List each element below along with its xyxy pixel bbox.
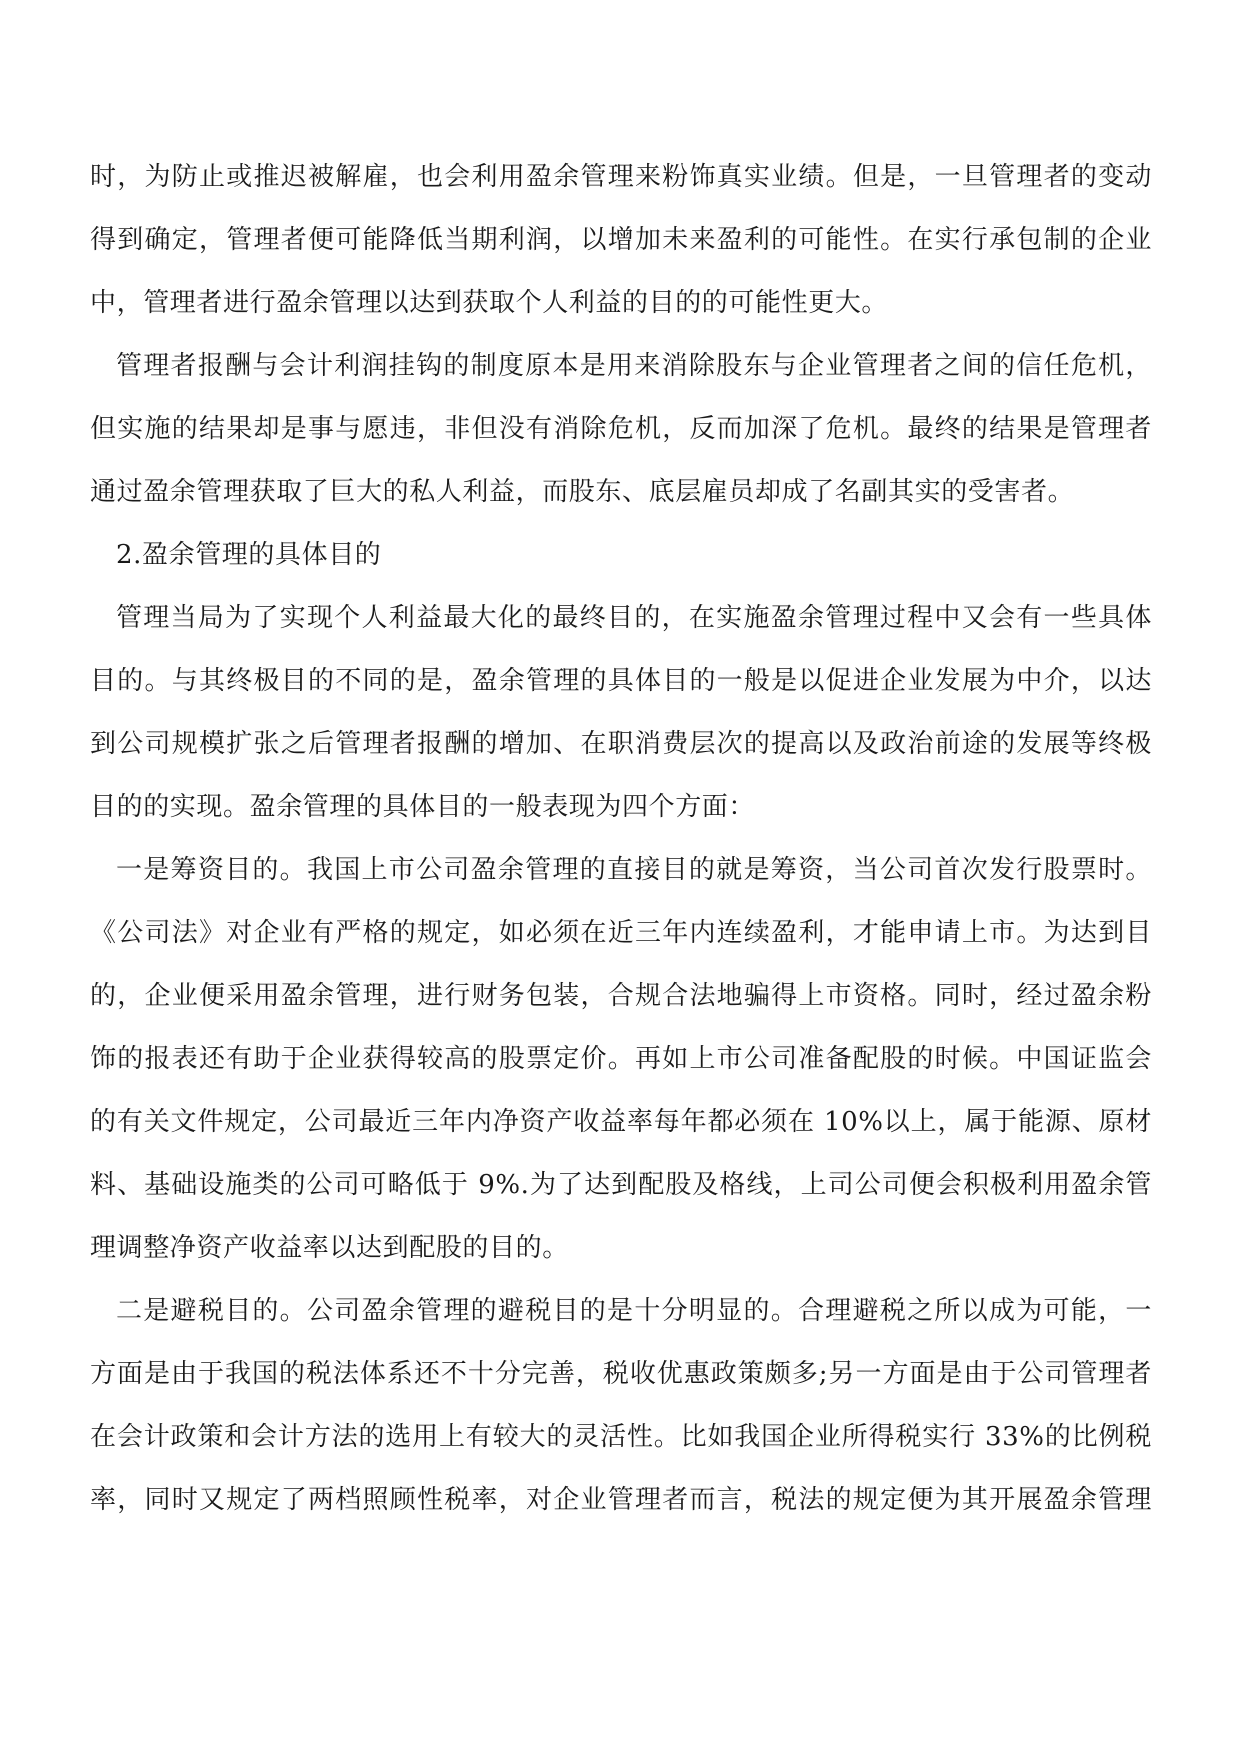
text-line: 到公司规模扩张之后管理者报酬的增加、在职消费层次的提高以及政治前途的发展等终极 xyxy=(90,729,1152,759)
paragraph-5 xyxy=(90,839,1152,1280)
text-line: 的，企业便采用盈余管理，进行财务包装，合规合法地骗得上市资格。同时，经过盈余粉 xyxy=(90,981,1152,1011)
text-line: 管理当局为了实现个人利益最大化的最终目的，在实施盈余管理过程中又会有一些具体 xyxy=(116,603,1152,633)
text-line: 《公司法》对企业有严格的规定，如必须在近三年内连续盈利，才能申请上市。为达到目 xyxy=(90,918,1152,948)
text-line: 在会计政策和会计方法的选用上有较大的灵活性。比如我国企业所得税实行 33%的比例税 xyxy=(90,1422,1152,1452)
text-line: 二是避税目的。公司盈余管理的避税目的是十分明显的。合理避税之所以成为可能，一 xyxy=(116,1296,1152,1326)
text-line: 理调整净资产收益率以达到配股的目的。 xyxy=(90,1233,569,1263)
text-line: 通过盈余管理获取了巨大的私人利益，而股东、底层雇员却成了名副其实的受害者。 xyxy=(90,477,1075,507)
text-line: 得到确定，管理者便可能降低当期利润，以增加未来盈利的可能性。在实行承包制的企业 xyxy=(90,225,1152,255)
text-line: 目的的实现。盈余管理的具体目的一般表现为四个方面： xyxy=(90,792,756,822)
paragraph-2 xyxy=(90,335,1152,524)
text-line: 目的。与其终极目的不同的是，盈余管理的具体目的一般是以促进企业发展为中介，以达 xyxy=(90,666,1152,696)
text-line: 但实施的结果却是事与愿违，非但没有消除危机，反而加深了危机。最终的结果是管理者 xyxy=(90,414,1152,444)
text-line: 一是筹资目的。我国上市公司盈余管理的直接目的就是筹资，当公司首次发行股票时。 xyxy=(116,855,1152,885)
paragraph-1 xyxy=(90,146,1152,335)
text-line: 的有关文件规定，公司最近三年内净资产收益率每年都必须在 10%以上，属于能源、原材 xyxy=(90,1107,1152,1137)
text-line: 率，同时又规定了两档照顾性税率，对企业管理者而言，税法的规定便为其开展盈余管理 xyxy=(90,1485,1152,1515)
text-line: 料、基础设施类的公司可略低于 9%.为了达到配股及格线，上司公司便会积极利用盈余管 xyxy=(90,1170,1152,1200)
section-heading xyxy=(90,524,1152,587)
paragraph-6 xyxy=(90,1280,1152,1532)
text-line: 方面是由于我国的税法体系还不十分完善，税收优惠政策颇多;另一方面是由于公司管理者 xyxy=(90,1359,1152,1389)
paragraph-4 xyxy=(90,587,1152,839)
text-line: 管理者报酬与会计利润挂钩的制度原本是用来消除股东与企业管理者之间的信任危机， xyxy=(116,351,1152,381)
document-body xyxy=(90,146,1152,1532)
text-line: 中，管理者进行盈余管理以达到获取个人利益的目的的可能性更大。 xyxy=(90,288,889,318)
heading-text: 2.盈余管理的具体目的 xyxy=(116,540,382,570)
text-line: 时，为防止或推迟被解雇，也会利用盈余管理来粉饰真实业绩。但是，一旦管理者的变动 xyxy=(90,162,1152,192)
text-line: 饰的报表还有助于企业获得较高的股票定价。再如上市公司准备配股的时候。中国证监会 xyxy=(90,1044,1152,1074)
